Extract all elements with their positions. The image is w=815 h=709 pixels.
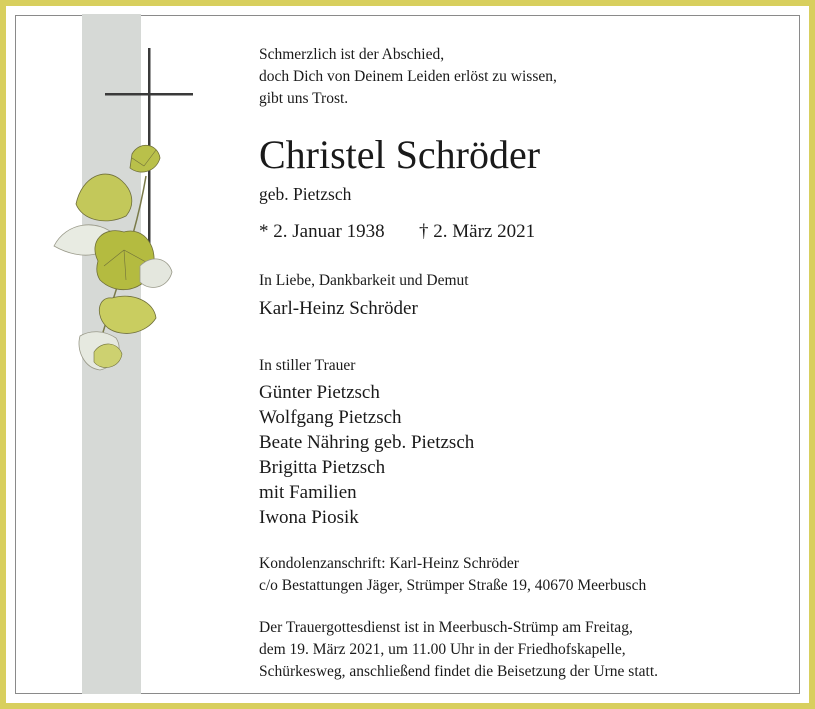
service-line-1: Der Trauergottesdienst ist in Meerbusch-Strümp am Freitag,: [259, 619, 633, 636]
verse-line-2: doch Dich von Deinem Leiden erlöst zu wissen,: [259, 68, 557, 85]
mourner-1: Günter Pietzsch: [259, 382, 380, 403]
verse-line-1: Schmerzlich ist der Abschied,: [259, 46, 445, 63]
ivy-leaves-icon: [54, 145, 172, 370]
service-line-3: Schürkesweg, anschließend findet die Beisetzung der Urne statt.: [259, 663, 659, 680]
notice-outer-frame: [6, 6, 809, 703]
love-line: In Liebe, Dankbarkeit und Demut: [259, 272, 469, 289]
deceased-name: Christel Schröder: [259, 132, 541, 177]
decoration: [36, 36, 196, 396]
maiden-name: geb. Pietzsch: [259, 184, 352, 204]
spouse-name: Karl-Heinz Schröder: [259, 298, 418, 319]
condolence-line-1: Kondolenzanschrift: Karl-Heinz Schröder: [259, 555, 519, 572]
birth-date: * 2. Januar 1938: [259, 221, 385, 242]
mourner-2: Wolfgang Pietzsch: [259, 407, 402, 428]
mourner-4: Brigitta Pietzsch: [259, 457, 386, 478]
condolence-line-2: c/o Bestattungen Jäger, Strümper Straße 19, 40670 Meerbusch: [259, 577, 647, 594]
mourner-3: Beate Nähring geb. Pietzsch: [259, 432, 475, 453]
service-line-2: dem 19. März 2021, um 11.00 Uhr in der Friedhofskapelle,: [259, 641, 626, 658]
mourning-line: In stiller Trauer: [259, 357, 356, 374]
verse-line-3: gibt uns Trost.: [259, 90, 349, 107]
death-date: † 2. März 2021: [419, 221, 536, 242]
mourner-5: mit Familien: [259, 482, 357, 503]
mourner-6: Iwona Piosik: [259, 507, 359, 528]
